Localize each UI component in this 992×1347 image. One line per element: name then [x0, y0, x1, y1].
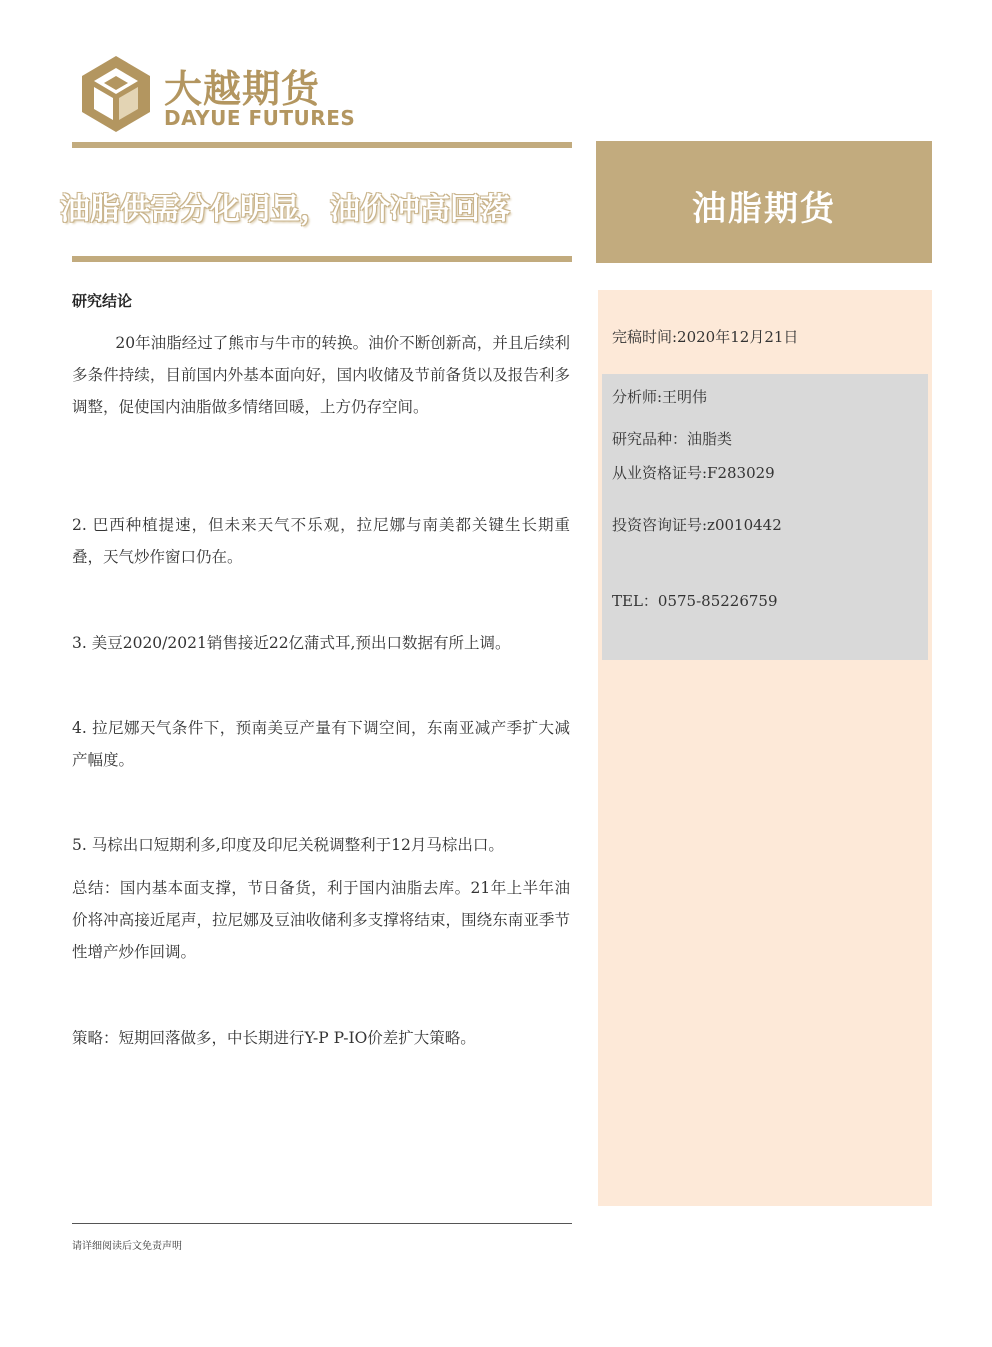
analyst-info-box	[602, 374, 928, 660]
section-heading: 研究结论	[72, 292, 133, 310]
info-sidebar	[598, 290, 932, 1206]
point-3: 3. 美豆2020/2021销售接近22亿蒲式耳,预出口数据有所上调。	[72, 634, 511, 652]
logo-emblem-icon	[80, 54, 152, 134]
point-2: 2. 巴西种植提速，但未来天气不乐观，拉尼娜与南美都关键生长期重叠，天气炒作窗口仍在。	[72, 516, 570, 566]
company-logo	[80, 52, 360, 136]
point-4: 4. 拉尼娜天气条件下，预南美豆产量有下调空间，东南亚减产季扩大减产幅度。	[72, 719, 570, 769]
analyst-name: 分析师:王明伟	[612, 388, 708, 406]
intro-paragraph: 20年油脂经过了熊市与牛市的转换。油价不断创新高，并且后续利多条件持续，目前国内外基本面向好，国内收储及节前备货以及报告利多调整，促使国内油脂做多情绪回暖，上方仍存空间。	[72, 334, 570, 416]
title-top-rule	[72, 142, 572, 148]
logo-chinese-name: 大越期货	[164, 67, 321, 111]
title-bottom-rule	[72, 256, 572, 262]
completion-date: 完稿时间:2020年12月21日	[612, 328, 799, 346]
telephone: TEL：0575-85226759	[612, 592, 778, 610]
advisory-number: 投资咨询证号:z0010442	[612, 516, 782, 534]
category-label: 油脂期货	[692, 189, 836, 229]
point-5: 5. 马棕出口短期利多,印度及印尼关税调整利于12月马棕出口。	[72, 836, 504, 854]
research-variety: 研究品种：油脂类	[612, 430, 733, 448]
strategy-paragraph: 策略：短期回落做多，中长期进行Y-P P-IO价差扩大策略。	[72, 1029, 476, 1047]
logo-english-name: DAYUE FUTURES	[164, 106, 356, 130]
disclaimer-note: 请详细阅读后文免责声明	[72, 1241, 182, 1252]
footer-rule	[72, 1223, 572, 1224]
license-number: 从业资格证号:F283029	[612, 464, 775, 482]
report-title: 油脂供需分化明显，油价冲高回落	[60, 192, 510, 227]
category-banner	[596, 141, 932, 263]
summary-paragraph: 总结：国内基本面支撑，节日备货，利于国内油脂去库。21年上半年油价将冲高接近尾声，拉尼娜及豆油收储利多支撑将结束，围绕东南亚季节性增产炒作回调。	[72, 879, 570, 961]
